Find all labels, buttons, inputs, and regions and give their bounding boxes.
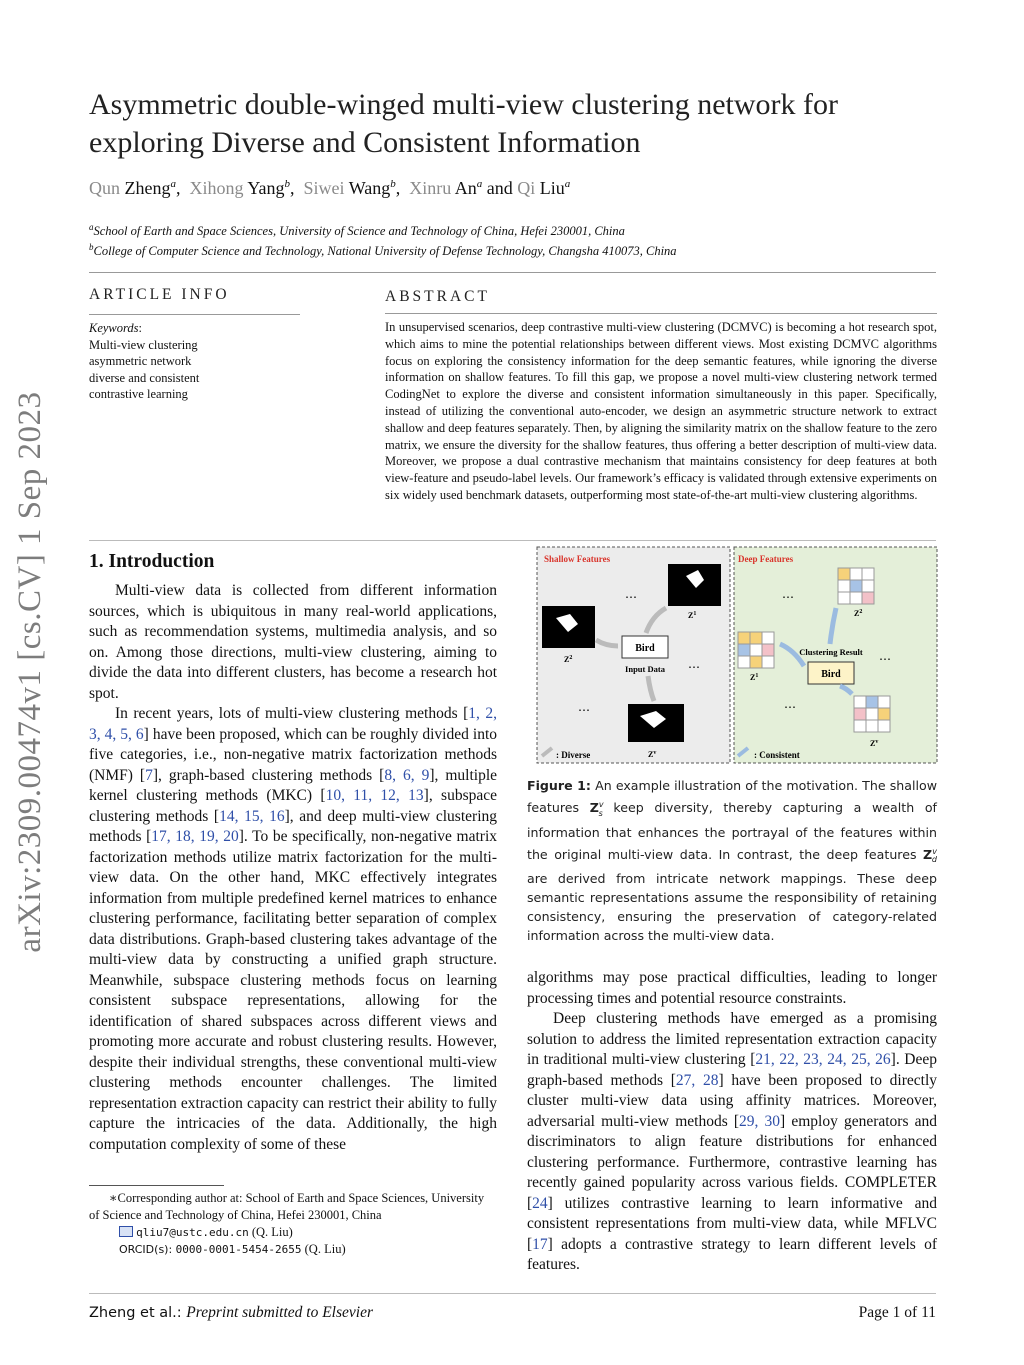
abstract-text: In unsupervised scenarios, deep contrastive multi-view clustering (DCMVC) is becoming a hot research spot, which aims to mine the potential relationships between different views. Most existing DCMVC algorithms focus on exploring the consistency information for the deep semantic features, while ignoring the diverse information on shallow features. To fill this gap, we propose a novel multi-view clustering network termed CodingNet to explore the diverse and consistent information simultaneously in this paper. Specifically, instead of utilizing the conventional auto-encoder, we design an asymmetric structure network to extract shallow and deep features separately. Then, by aligning the similarity matrix on the shallow feature to the zero matrix, we ensure the diversity for the shallow features, thus offering a better description of multi-view data. Moreover, we propose a dual contrastive mechanism that maintains consistency for deep features at both view-feature and pseudo-label levels. Our framework’s efficacy is validated through extensive experiments on six widely used benchmark datasets, outperforming most state-of-the-art multi-view clustering algorithms. — [385, 320, 937, 502]
shallow-label: Shallow Features — [544, 554, 611, 564]
arxiv-stamp: arXiv:2309.00474v1 [cs.CV] 1 Sep 2023 — [12, 391, 48, 953]
divider — [89, 272, 936, 273]
ellipsis: … — [688, 657, 700, 671]
citation-link[interactable]: 10, 11, 12, 13 — [325, 787, 424, 804]
keywords-block: Keywords: Multi-view clustering asymmetric network diverse and consistent contrastive learning — [89, 321, 200, 401]
citation-link[interactable]: 24 — [532, 1194, 548, 1212]
section-heading: 1. Introduction — [89, 551, 215, 572]
figure-1-diagram — [536, 546, 938, 764]
caption-label: Figure 1: — [527, 778, 591, 793]
symbol-z-dv: $Z^v$ — [870, 739, 879, 748]
author-list: Qun Zheng$^a$, Xihong Yang$^b$, Siwei Wang$^b$, Xinru An$^a$ and Qi Liu$^a$ — [89, 178, 571, 198]
left-column — [89, 581, 497, 1155]
author[interactable]: Xihong Yang$^b$ — [189, 178, 291, 198]
matrix-z-d1 — [738, 632, 774, 668]
input-bird-label: Bird — [635, 643, 655, 654]
email-link[interactable]: qliu7@ustc.edu.cn — [136, 1226, 249, 1239]
footnote-text: ∗Corresponding author at: School of Earth and Space Sciences, University of Science and Technology of China, Hefei 230001, China — [89, 1191, 485, 1222]
citation-link[interactable]: 1, 2, 3, 4, 5, 6 — [89, 705, 498, 743]
ellipsis: … — [625, 587, 637, 601]
symbol-z-s1: $Z^1$ — [688, 611, 697, 620]
cluster-bird-label: Bird — [821, 669, 841, 680]
keyword: Multi-view clustering — [89, 337, 198, 352]
ellipsis: … — [784, 697, 796, 711]
footnote-rule — [89, 1185, 224, 1186]
keyword: diverse and consistent — [89, 370, 200, 385]
divider — [89, 314, 300, 315]
footer-rule — [89, 1293, 936, 1294]
matrix-z-d2 — [838, 568, 874, 604]
divider — [385, 313, 937, 314]
figure-1 — [536, 546, 938, 764]
footnote-orcid: ORCID(s): 0000-0001-5454-2655 (Q. Liu) — [119, 1242, 346, 1256]
paragraph: Multi-view data is collected from different information sources, which is ubiquitous in many real-world applications, such as recommendation systems, multimedia analysis, and so on. Among those directions, multi-view clustering, aiming to divide the data into different clusters, has become a research hot spot. — [89, 582, 497, 702]
symbol-z-s2: $Z^2$ — [564, 655, 573, 664]
author[interactable]: Qi Liu$^a$ — [517, 178, 571, 198]
paragraph: Deep clustering methods have emerged as a promising solution to address the limited representation extraction capacity in traditional multi-view clustering [21, 22, 23, 24, 25, 26]. Deep graph-based methods [27, 28] have been proposed to directly cluster multi-view data using affinity matrices. Moreover, adversarial multi-view methods [29, 30] employ generators and discriminators to align feature distributions for enhanced clustering performance. Furthermore, contrastive learning has recently gained popularity across various fields. COMPLETER [24] utilizes contrastive learning to learn informative and consistent representations from multi-view data, while MFLVC [17] adopts a contrastive strategy to learn different levels of features. — [527, 1010, 938, 1273]
symbol-z-sv: $Z^v$ — [648, 750, 657, 759]
deep-label: Deep Features — [738, 554, 794, 564]
article-info-heading: ARTICLE INFO — [89, 286, 230, 303]
symbol-z-d1: $Z^1$ — [750, 673, 759, 682]
keywords-label: Keywords — [89, 321, 139, 335]
authors-and: and — [486, 178, 513, 198]
orcid-link[interactable]: 0000-0001-5454-2655 — [175, 1243, 302, 1256]
affiliation: $^a$School of Earth and Space Sciences, University of Science and Technology of China, Hefei 230001, China — [89, 222, 625, 239]
email-icon — [119, 1226, 133, 1237]
citation-link[interactable]: 21, 22, 23, 24, 25, 26 — [755, 1051, 891, 1068]
ellipsis: … — [879, 649, 891, 663]
author[interactable]: Qun Zheng$^a$ — [89, 178, 176, 198]
divider — [89, 540, 936, 541]
clustering-result-label: Clustering Result — [799, 647, 863, 657]
footer-citation: Zheng et al.: Preprint submitted to Elsevier — [89, 1304, 373, 1321]
symbol-z-d2: $Z^2$ — [854, 609, 863, 618]
citation-link[interactable]: 17 — [532, 1235, 548, 1253]
affiliation: $^b$College of Computer Science and Technology, National University of Defense Technology, Changsha 410073, China — [89, 242, 677, 259]
legend-diverse: : Diverse — [556, 750, 591, 760]
input-data-label: Input Data — [625, 664, 665, 674]
footnote-email: qliu7@ustc.edu.cn (Q. Liu) — [89, 1224, 497, 1241]
ellipsis: … — [782, 587, 794, 601]
paragraph: algorithms may pose practical difficulties, leading to longer processing times and potential resource constraints. — [527, 969, 937, 1007]
right-column — [527, 968, 937, 1276]
keyword: contrastive learning — [89, 387, 188, 401]
citation-link[interactable]: 29, 30 — [739, 1112, 781, 1130]
citation-link[interactable]: 17, 18, 19, 20 — [151, 828, 239, 845]
abstract-heading: ABSTRACT — [385, 288, 490, 305]
legend-consistent: : Consistent — [754, 750, 800, 760]
author[interactable]: Xinru An$^a$ — [409, 178, 483, 198]
citation-link[interactable]: 27, 28 — [675, 1071, 719, 1089]
ellipsis: … — [578, 700, 590, 714]
citation-link[interactable]: 8, 6, 9 — [384, 766, 430, 784]
footnote — [89, 1190, 497, 1258]
author[interactable]: Siwei Wang$^b$ — [303, 178, 396, 198]
citation-link[interactable]: 7 — [145, 766, 153, 784]
matrix-z-dv — [854, 696, 890, 732]
paper-title: Asymmetric double-winged multi-view clustering network for exploring Diverse and Consistent Information — [89, 88, 838, 159]
figure-caption: Figure 1: An example illustration of the motivation. The shallow features $Z^v_s$ keep diversity, thereby capturing a wealth of information that enhances the portrayal of the features within the original multi-view data. In contrast, the deep features $Z^v_d$ are derived from intricate network mappings. These deep semantic representations assume the responsibility of retaining consistency, ensuring the preservation of category-related information across the multi-view data. — [527, 778, 937, 944]
paragraph: In recent years, lots of multi-view clustering methods [1, 2, 3, 4, 5, 6] have been proposed, which can be roughly divided into five categories, i.e., non-negative matrix factorization methods (NMF) [7], graph-based clustering methods [8, 6, 9], multiple kernel clustering methods (MKC) [10, 11, 12, 13], subspace clustering methods [14, 15, 16], and deep multi-view clustering methods [17, 18, 19, 20]. To be specifically, non-negative matrix factorization methods utilize matrix factorization for the multi-view data. On the other hand, MKC effectively integrates information from multiple predefined kernel matrices to enhance clustering performance, facilitating better separation of complex data distributions. Graph-based clustering takes advantage of the multi-view data by constructing a unified graph structure. Meanwhile, subspace clustering methods focus on learning consistent subspace representations, allowing for the identification of shared subspaces across different views and promoting more accurate and robust clustering results. However, despite their individual strengths, these conventional multi-view clustering methods encounter challenges. The limited representation extraction capacity can restrict their ability to fully capture the intricacies of the data. Additionally, the high computation complexity of some of these — [89, 705, 498, 1153]
citation-link[interactable]: 14, 15, 16 — [219, 807, 285, 825]
page-number: Page 1 of 11 — [858, 1304, 936, 1321]
keyword: asymmetric network — [89, 354, 192, 368]
